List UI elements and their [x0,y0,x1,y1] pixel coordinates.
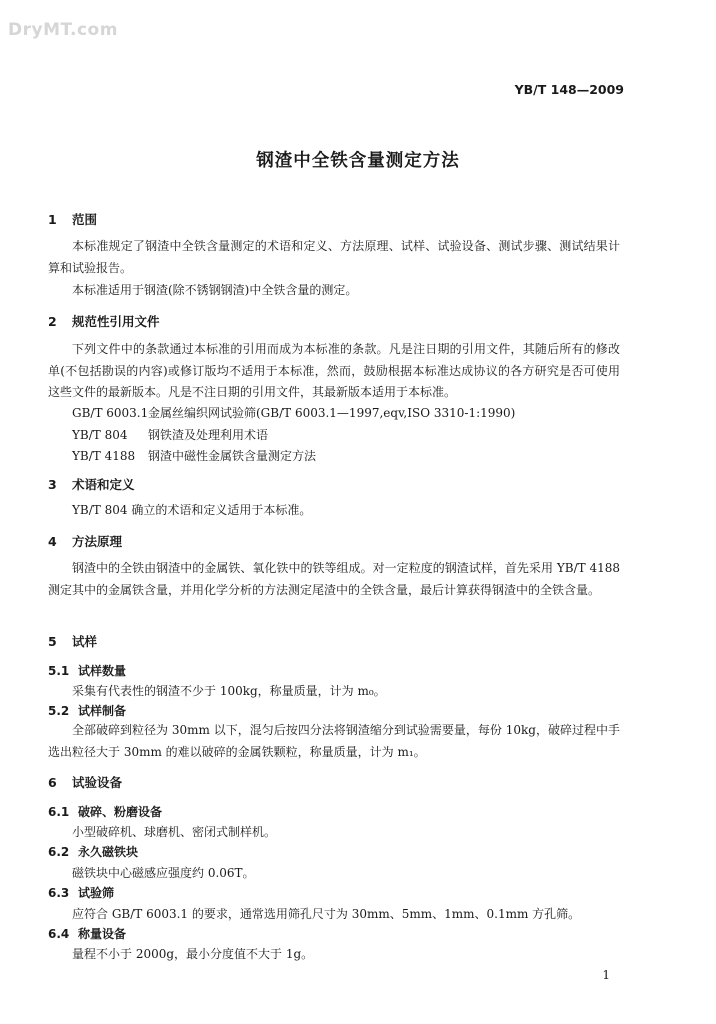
subsection-6-1-heading [48,803,162,820]
section-5-heading [48,632,97,650]
subsection-title: 试样数量 [78,664,127,678]
reference-code: YB/T 804 [72,428,128,442]
subsection-5-2-heading [48,702,126,719]
subsection-6-4-heading [48,925,126,942]
subsection-title: 称量设备 [78,927,127,941]
section-6-heading [48,773,122,791]
section-number: 4 [48,534,57,549]
subsection-number: 5.1 [48,664,70,678]
subsection-title: 试样制备 [78,704,127,718]
subsection-number: 6.2 [48,845,70,859]
reference-title: 钢渣中磁性金属铁含量测定方法 [148,449,317,463]
reference-code: GB/T 6003.1 [72,406,149,420]
section-3-paragraph: YB/T 804 确立的术语和定义适用于本标准。 [72,503,312,517]
section-1-paragraph-1: 本标准规定了钢渣中全铁含量测定的术语和定义、方法原理、试样、试验设备、测试步骤、测试结果计算和试验报告。 [48,239,620,275]
reference-code: YB/T 4188 [72,449,136,463]
section-title: 试样 [72,634,98,649]
subsection-title: 永久磁铁块 [78,845,139,859]
subsection-6-3-heading [48,884,114,901]
subsection-6-4-text: 量程不小于 2000g，最小分度值不大于 1g。 [72,947,314,961]
section-number: 6 [48,775,57,790]
document-title: 钢渣中全铁含量测定方法 [256,151,460,171]
section-title: 试验设备 [72,775,123,790]
section-number: 1 [48,212,57,227]
section-number: 5 [48,634,57,649]
reference-title: 钢铁渣及处理利用术语 [148,428,269,442]
subsection-6-2-text: 磁铁块中心磁感应强度约 0.06T。 [72,866,255,880]
standard-number: YB/T 148—2009 [514,82,624,97]
section-title: 规范性引用文件 [72,314,160,329]
section-2-heading [48,312,160,330]
subsection-5-2-text: 全部破碎到粒径为 30mm 以下，混匀后按四分法将钢渣缩分到试验需要量，每份 10kg，破碎过程中手选出粒径大于 30mm 的难以破碎的金属铁颗粒，称量质量，计为 m₁。 [48,723,620,759]
section-3-heading [48,475,135,493]
subsection-6-1-text: 小型破碎机、球磨机、密闭式制样机。 [72,825,277,839]
section-number: 2 [48,314,57,329]
section-title: 术语和定义 [72,477,135,492]
reference-title: 金属丝编织网试验筛(GB/T 6003.1—1997,eqv,ISO 3310-1:1990) [148,406,516,420]
watermark-logo: DryMT.com [8,20,118,40]
section-title: 范围 [72,212,98,227]
subsection-5-1-text: 采集有代表性的钢渣不少于 100kg，称量质量，计为 m₀。 [72,684,386,698]
section-4-paragraph: 钢渣中的全铁由钢渣中的金属铁、氧化铁中的铁等组成。对一定粒度的钢渣试样，首先采用 YB/T 4188 测定其中的金属铁含量，并用化学分析的方法测定尾渣中的全铁含量，最后计算获得钢渣中的全铁含量。 [48,561,620,597]
subsection-number: 5.2 [48,704,70,718]
subsection-title: 试验筛 [78,886,115,900]
subsection-6-2-heading [48,843,138,860]
subsection-number: 6.1 [48,805,70,819]
subsection-number: 6.3 [48,886,70,900]
subsection-number: 6.4 [48,927,70,941]
section-1-paragraph-2: 本标准适用于钢渣(除不锈钢钢渣)中全铁含量的测定。 [72,283,358,297]
subsection-6-3-text: 应符合 GB/T 6003.1 的要求，通常选用筛孔尺寸为 30mm、5mm、1mm、0.1mm 方孔筛。 [72,907,581,921]
reference-item [72,404,515,421]
subsection-5-1-heading [48,662,126,679]
section-2-paragraph: 下列文件中的条款通过本标准的引用而成为本标准的条款。凡是注日期的引用文件，其随后所有的修改单(不包括勘误的内容)或修订版均不适用于本标准，然而，鼓励根据本标准达成协议的各方研究是否可使用这些文件的最新版本。凡是不注日期的引用文件，其最新版本适用于本标准。 [48,342,620,399]
section-title: 方法原理 [72,534,123,549]
page-number: 1 [602,968,610,982]
section-1-heading [48,210,97,228]
section-number: 3 [48,477,57,492]
reference-item [72,447,316,464]
section-4-heading [48,532,122,550]
subsection-title: 破碎、粉磨设备 [78,805,163,819]
reference-item [72,426,268,443]
